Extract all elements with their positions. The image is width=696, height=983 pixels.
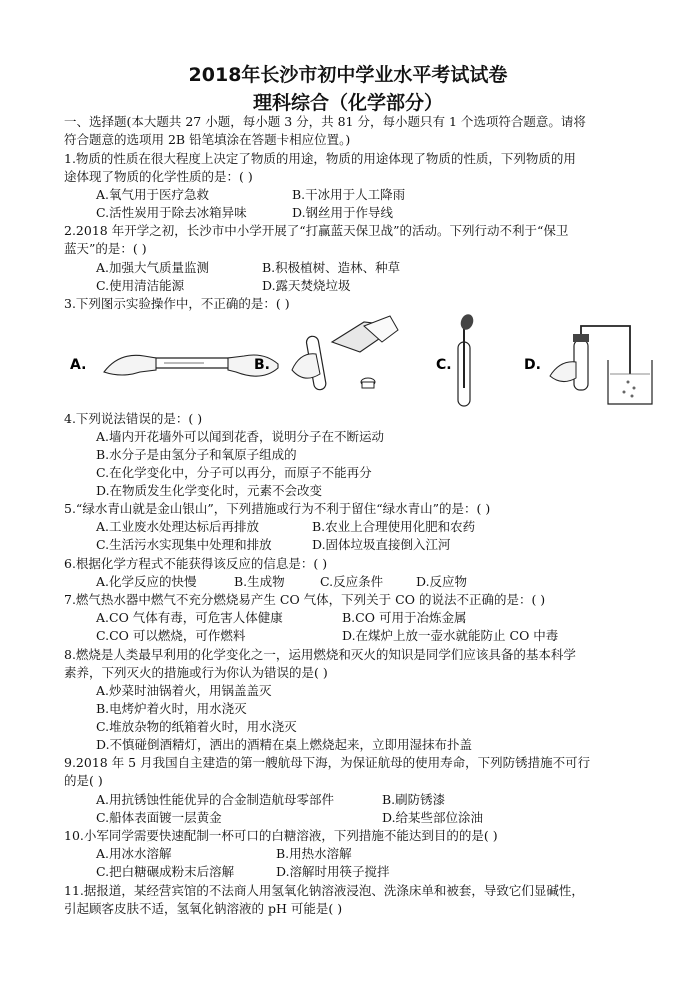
question-stem: 蓝天”的是：( ): [64, 241, 147, 256]
option-b: B.干冰用于人工降雨: [292, 187, 406, 202]
option-a: A.加强大气质量监测: [96, 260, 210, 275]
page-subtitle: 理科综合（化学部分）: [252, 92, 443, 114]
question-stem: 3.下列图示实验操作中，不正确的是：( ): [64, 296, 290, 311]
option-c: C.CO 可以燃烧，可作燃料: [96, 628, 246, 643]
question-stem: 5.“绿水青山就是金山银山”，下列措施或行为不利于留住“绿水青山”的是：( ): [64, 501, 491, 516]
question-stem: 1.物质的性质在很大程度上决定了物质的用途，物质的用途体现了物质的性质，下列物质的用: [64, 151, 576, 166]
option-b: B.用热水溶解: [276, 846, 352, 861]
page-title: 2018年长沙市初中学业水平考试试卷: [188, 64, 508, 86]
figure-d: [524, 326, 652, 404]
option-c: C.生活污水实现集中处理和排放: [96, 537, 272, 552]
option-d: D.露天焚烧垃圾: [262, 278, 351, 293]
section-intro-line: 一、选择题(本大题共 27 小题，每小题 3 分，共 81 分，每小题只有 1 个选项符合题意。请将: [64, 114, 586, 129]
option-b: B.生成物: [234, 574, 285, 589]
option-d: D.在煤炉上放一壶水就能防止 CO 中毒: [342, 628, 559, 643]
option-c: C.在化学变化中，分子可以再分，而原子不能再分: [96, 465, 372, 480]
figure-c-label: C.: [436, 357, 452, 373]
option-d: D.固体垃圾直接倒入江河: [312, 537, 451, 552]
question-stem: 引起顾客皮肤不适，氢氧化钠溶液的 pH 可能是( ): [64, 901, 343, 916]
experiment-figures: [64, 312, 654, 412]
question-stem: 4.下列说法错误的是：( ): [64, 411, 203, 426]
option-a: A.氧气用于医疗急救: [96, 187, 210, 202]
question-stem: 途体现了物质的化学性质的是：( ): [64, 169, 253, 184]
option-b: B.农业上合理使用化肥和农药: [312, 519, 476, 534]
question-stem: 2.2018 年开学之初，长沙市中小学开展了“打赢蓝天保卫战”的活动。下列行动不利于“保卫: [64, 223, 569, 238]
option-c: C.反应条件: [320, 574, 384, 589]
option-d: D.钢丝用于作导线: [292, 205, 394, 220]
figure-b-label: B.: [254, 357, 270, 373]
figure-c: [436, 312, 475, 406]
option-d: D.给某些部位涂油: [382, 810, 484, 825]
question-stem: 8.燃烧是人类最早利用的化学变化之一，运用燃烧和灭火的知识是同学们应该具备的基本科学: [64, 647, 576, 662]
figure-a: [70, 355, 278, 376]
question-stem: 7.燃气热水器中燃气不充分燃烧易产生 CO 气体，下列关于 CO 的说法不正确的是：( ): [64, 592, 546, 607]
option-b: B.积极植树、造林、种草: [262, 260, 401, 275]
option-a: A.化学反应的快慢: [96, 574, 197, 589]
option-a: A.工业废水处理达标后再排放: [96, 519, 260, 534]
section-intro-line: 符合题意的选项用 2B 铅笔填涂在答题卡相应位置。): [64, 132, 351, 147]
question-stem: 10.小军同学需要快速配制一杯可口的白糖溶液，下列措施不能达到目的的是( ): [64, 828, 498, 843]
option-b: B.刷防锈漆: [382, 792, 446, 807]
option-a: A.CO 气体有毒，可危害人体健康: [96, 610, 283, 625]
question-stem: 11.据报道，某经营宾馆的不法商人用氢氧化钠溶液浸泡、洗涤床单和被套，导致它们显碱性，: [64, 883, 584, 898]
option-c: C.堆放杂物的纸箱着火时，用水浇灭: [96, 719, 297, 734]
option-b: B.电烤炉着火时，用水浇灭: [96, 701, 247, 716]
option-a: A.炒菜时油锅着火，用锅盖盖灭: [96, 683, 272, 698]
figure-b: [254, 316, 398, 391]
option-a: A.用冰水溶解: [96, 846, 172, 861]
option-b: B.CO 可用于冶炼金属: [342, 610, 467, 625]
figure-a-label: A.: [70, 357, 87, 373]
option-c: C.把白糖碾成粉末后溶解: [96, 864, 235, 879]
option-b: B.水分子是由氢分子和氧原子组成的: [96, 447, 297, 462]
option-a: A.用抗锈蚀性能优异的合金制造航母零部件: [96, 792, 335, 807]
question-stem: 6.根据化学方程式不能获得该反应的信息是：( ): [64, 556, 328, 571]
figure-d-label: D.: [524, 357, 541, 373]
option-c: C.活性炭用于除去冰箱异味: [96, 205, 247, 220]
option-c: C.船体表面镀一层黄金: [96, 810, 222, 825]
option-c: C.使用清洁能源: [96, 278, 185, 293]
question-stem: 的是( ): [64, 773, 103, 788]
option-d: D.不慎碰倒酒精灯，洒出的酒精在桌上燃烧起来，立即用湿抹布扑盖: [96, 737, 473, 752]
option-d: D.在物质发生化学变化时，元素不会改变: [96, 483, 323, 498]
question-stem: 素养，下列灭火的措施或行为你认为错误的是( ): [64, 665, 328, 680]
option-d: D.溶解时用筷子搅拌: [276, 864, 390, 879]
question-stem: 9.2018 年 5 月我国自主建造的第一艘航母下海，为保证航母的使用寿命，下列防锈措施不可行: [64, 755, 591, 770]
option-d: D.反应物: [416, 574, 468, 589]
option-a: A.墙内开花墙外可以闻到花香，说明分子在不断运动: [96, 429, 385, 444]
